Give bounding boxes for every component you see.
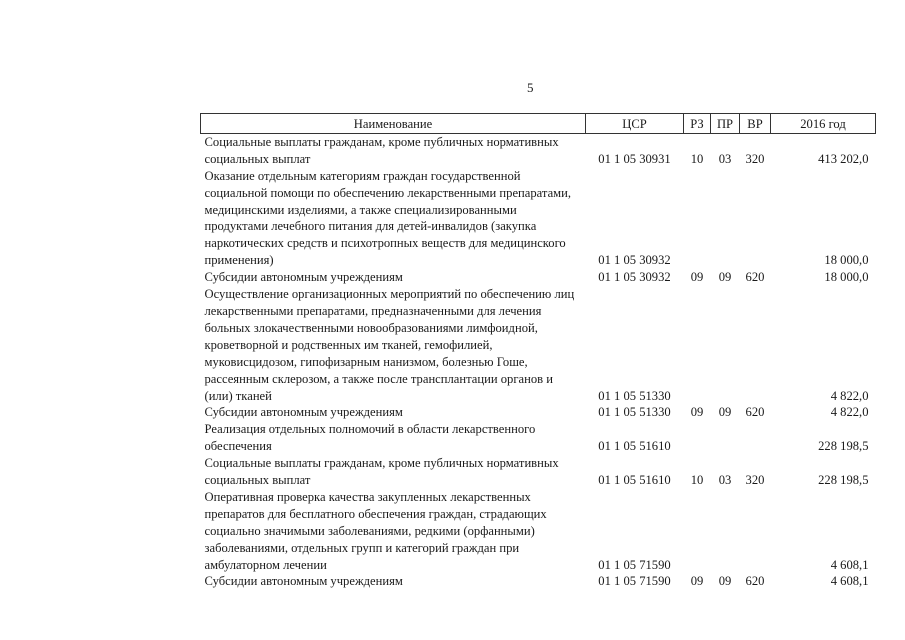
table-row	[201, 286, 876, 404]
table-row	[201, 133, 876, 167]
table-header	[201, 114, 876, 134]
row-csr: 01 1 05 30932	[598, 270, 671, 285]
row-rz: 09	[690, 574, 704, 589]
budget-table	[200, 113, 876, 590]
page-number: 5	[527, 80, 534, 95]
table-row	[201, 404, 876, 421]
row-csr: 01 1 05 71590	[598, 557, 671, 572]
row-pr: 09	[718, 270, 732, 285]
row-vr: 620	[745, 270, 765, 285]
table-row	[201, 573, 876, 590]
row-name: Субсидии автономным учреждениям	[204, 574, 403, 589]
row-pr: 09	[718, 405, 732, 420]
row-csr: 01 1 05 30931	[598, 151, 671, 166]
row-vr: 620	[745, 574, 765, 589]
row-rz: 10	[690, 473, 704, 488]
row-amount: 4 608,1	[830, 574, 869, 589]
row-rz	[684, 286, 711, 404]
table-row	[201, 168, 876, 269]
table-body	[201, 133, 876, 590]
row-vr: 320	[745, 151, 765, 166]
row-pr	[711, 421, 740, 455]
header-pr: ПР	[711, 114, 740, 134]
header-name: Наименование	[201, 114, 586, 134]
table-row	[201, 269, 876, 286]
table-row	[201, 489, 876, 574]
header-rz: РЗ	[684, 114, 711, 134]
row-pr: 09	[718, 574, 732, 589]
row-csr: 01 1 05 71590	[598, 574, 671, 589]
row-csr: 01 1 05 51610	[598, 439, 671, 454]
row-pr: 03	[718, 473, 732, 488]
row-vr: 320	[745, 473, 765, 488]
row-pr	[711, 168, 740, 269]
row-csr: 01 1 05 30932	[598, 253, 671, 268]
row-name: Реализация отдельных полномочий в области лекарственного обеспечения	[204, 422, 536, 454]
row-name: Социальные выплаты гражданам, кроме публичных нормативных социальных выплат	[204, 456, 559, 488]
row-csr: 01 1 05 51330	[598, 388, 671, 403]
table-row	[201, 421, 876, 455]
row-rz: 10	[690, 151, 704, 166]
row-csr: 01 1 05 51610	[598, 473, 671, 488]
row-pr	[711, 489, 740, 574]
row-amount: 228 198,5	[818, 439, 869, 454]
row-name: Субсидии автономным учреждениям	[204, 405, 403, 420]
header-csr: ЦСР	[586, 114, 684, 134]
header-vr: ВР	[740, 114, 771, 134]
row-vr	[740, 286, 771, 404]
row-name: Оперативная проверка качества закупленных лекарственных препаратов для бесплатного обеспечения граждан, страдающих социально значимыми заболеваниями, редкими (орфанными) заболеваниями, отдельных групп и категорий граждан при амбулаторном лечении	[204, 489, 547, 572]
row-vr	[740, 168, 771, 269]
row-vr	[740, 489, 771, 574]
row-name: Субсидии автономным учреждениям	[204, 270, 403, 285]
row-rz	[684, 168, 711, 269]
row-name: Осуществление организационных мероприятий по обеспечению лиц лекарственными препаратами, предназначенными для лечения больных злокачественными новообразованиями лимфоидной, кроветворной и родственных им тканей, гемофилией, муковисцидозом, гипофизарным нанизмом, болезнью Гоше, рассеянным склерозом, а также после трансплантации органов и (или) тканей	[204, 287, 575, 403]
row-pr: 03	[718, 151, 732, 166]
row-amount: 18 000,0	[824, 270, 869, 285]
row-vr: 620	[745, 405, 765, 420]
row-amount: 4 608,1	[830, 557, 869, 572]
row-amount: 18 000,0	[824, 253, 869, 268]
table-row	[201, 455, 876, 489]
row-name: Оказание отдельным категориям граждан государственной социальной помощи по обеспечению лекарственными препаратами, медицинскими изделиями, а также специализированными продуктами лечебного питания для детей-инвалидов (закупка наркотических средств и психотропных веществ для медицинского применения)	[204, 168, 572, 268]
row-rz: 09	[690, 270, 704, 285]
row-rz	[684, 489, 711, 574]
row-name: Социальные выплаты гражданам, кроме публичных нормативных социальных выплат	[204, 134, 559, 166]
row-rz: 09	[690, 405, 704, 420]
row-csr: 01 1 05 51330	[598, 405, 671, 420]
header-year: 2016 год	[771, 114, 876, 134]
row-rz	[684, 421, 711, 455]
row-amount: 228 198,5	[818, 473, 869, 488]
row-amount: 4 822,0	[830, 405, 869, 420]
header-row	[201, 114, 876, 134]
row-amount: 4 822,0	[830, 388, 869, 403]
row-pr	[711, 286, 740, 404]
row-vr	[740, 421, 771, 455]
row-amount: 413 202,0	[818, 151, 869, 166]
